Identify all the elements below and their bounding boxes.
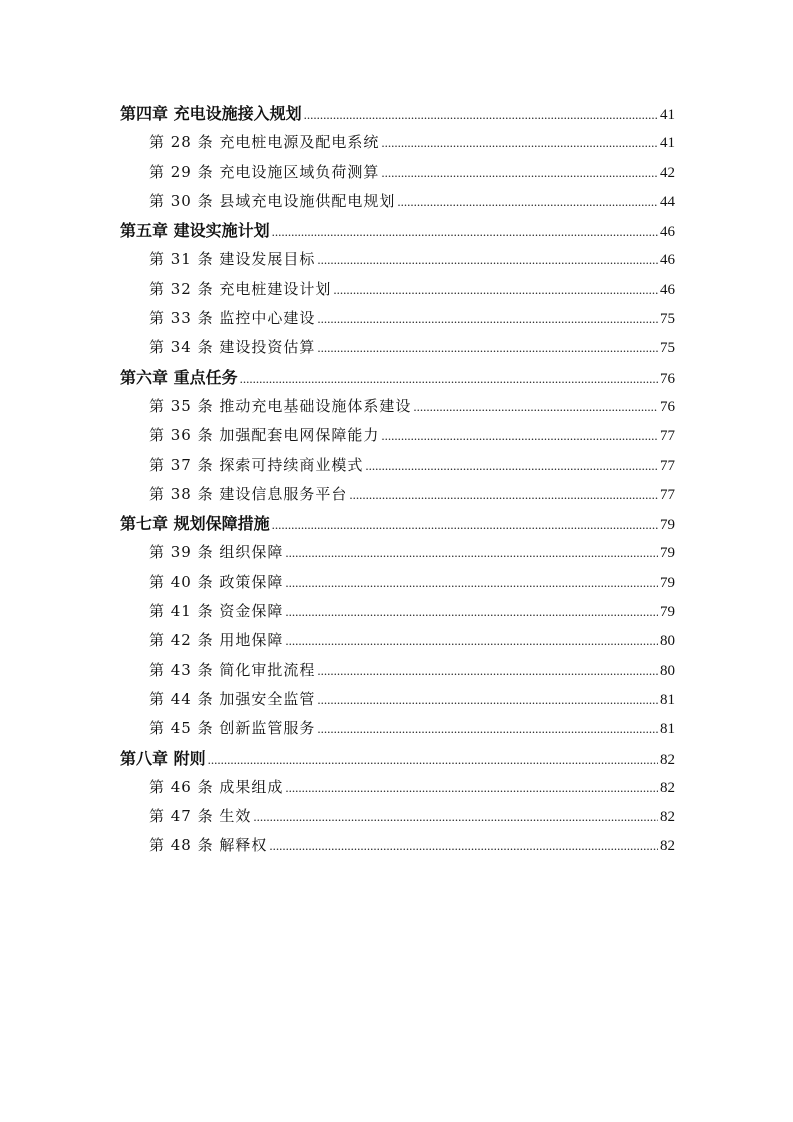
toc-chapter-entry[interactable] xyxy=(120,509,675,538)
toc-dot-leader xyxy=(285,568,658,597)
toc-entry-title: 第六章 重点任务 xyxy=(120,367,238,387)
toc-entry-title: 第 48 条 解释权 xyxy=(149,836,268,855)
toc-page-number: 77 xyxy=(660,486,675,503)
toc-dot-leader xyxy=(285,626,658,655)
toc-page-number: 80 xyxy=(660,633,675,650)
toc-page-number: 76 xyxy=(660,370,675,387)
table-of-contents xyxy=(120,99,675,861)
toc-dot-leader xyxy=(381,158,658,187)
toc-page-number: 79 xyxy=(660,604,675,621)
toc-dot-leader xyxy=(349,480,658,509)
toc-article-entry[interactable] xyxy=(120,714,675,743)
toc-page-number: 77 xyxy=(660,428,675,445)
toc-entry-title: 第 32 条 充电桩建设计划 xyxy=(149,279,332,298)
toc-dot-leader xyxy=(285,597,658,626)
toc-entry-title: 第 41 条 资金保障 xyxy=(149,602,284,621)
toc-entry-title: 第 35 条 推动充电基础设施体系建设 xyxy=(149,396,412,415)
toc-article-entry[interactable] xyxy=(120,128,675,157)
toc-page-number: 79 xyxy=(660,545,675,562)
toc-chapter-entry[interactable] xyxy=(120,216,675,245)
toc-page-number: 42 xyxy=(660,164,675,181)
toc-article-entry[interactable] xyxy=(120,187,675,216)
toc-entry-title: 第五章 建设实施计划 xyxy=(120,221,270,241)
toc-dot-leader xyxy=(333,275,658,304)
toc-dot-leader xyxy=(381,421,658,450)
toc-dot-leader xyxy=(413,392,658,421)
toc-page-number: 46 xyxy=(660,281,675,298)
toc-dot-leader xyxy=(317,333,658,362)
toc-page-number: 82 xyxy=(660,838,675,855)
toc-page-number: 75 xyxy=(660,311,675,328)
toc-entry-title: 第 34 条 建设投资估算 xyxy=(149,338,316,357)
toc-article-entry[interactable] xyxy=(120,656,675,685)
toc-entry-title: 第八章 附则 xyxy=(120,748,206,768)
toc-dot-leader xyxy=(285,773,658,802)
toc-dot-leader xyxy=(317,245,658,274)
toc-page-number: 82 xyxy=(660,751,675,768)
toc-entry-title: 第 39 条 组织保障 xyxy=(149,543,284,562)
toc-entry-title: 第 43 条 简化审批流程 xyxy=(149,660,316,679)
toc-dot-leader xyxy=(317,685,658,714)
toc-article-entry[interactable] xyxy=(120,626,675,655)
toc-page-number: 79 xyxy=(660,517,675,534)
toc-entry-title: 第 30 条 县域充电设施供配电规划 xyxy=(149,191,396,210)
toc-page-number: 41 xyxy=(660,107,675,123)
toc-article-entry[interactable] xyxy=(120,480,675,509)
toc-page-number: 46 xyxy=(660,252,675,269)
toc-page-number: 81 xyxy=(660,721,675,738)
toc-article-entry[interactable] xyxy=(120,333,675,362)
toc-entry-title: 第 45 条 创新监管服务 xyxy=(149,719,316,738)
toc-article-entry[interactable] xyxy=(120,421,675,450)
toc-article-entry[interactable] xyxy=(120,275,675,304)
toc-entry-title: 第 28 条 充电桩电源及配电系统 xyxy=(149,133,380,152)
toc-entry-title: 第 47 条 生效 xyxy=(149,807,252,826)
toc-page-number: 41 xyxy=(660,135,675,152)
toc-article-entry[interactable] xyxy=(120,802,675,831)
toc-dot-leader xyxy=(272,510,658,539)
toc-page-number: 82 xyxy=(660,809,675,826)
toc-dot-leader xyxy=(317,714,658,743)
toc-article-entry[interactable] xyxy=(120,538,675,567)
toc-article-entry[interactable] xyxy=(120,831,675,860)
toc-article-entry[interactable] xyxy=(120,597,675,626)
toc-article-entry[interactable] xyxy=(120,568,675,597)
toc-page-number: 75 xyxy=(660,340,675,357)
toc-dot-leader xyxy=(365,451,658,480)
toc-page-number: 46 xyxy=(660,224,675,241)
toc-dot-leader xyxy=(397,187,658,216)
toc-chapter-entry[interactable] xyxy=(120,363,675,392)
toc-entry-title: 第 37 条 探索可持续商业模式 xyxy=(149,455,364,474)
toc-page-number: 76 xyxy=(660,398,675,415)
toc-page-number: 81 xyxy=(660,691,675,708)
toc-entry-title: 第 36 条 加强配套电网保障能力 xyxy=(149,426,380,445)
toc-entry-title: 第 38 条 建设信息服务平台 xyxy=(149,484,348,503)
toc-entry-title: 第 33 条 监控中心建设 xyxy=(149,309,316,328)
toc-dot-leader xyxy=(317,304,658,333)
toc-entry-title: 第四章 充电设施接入规划 xyxy=(120,104,302,123)
toc-dot-leader xyxy=(240,364,658,393)
toc-article-entry[interactable] xyxy=(120,158,675,187)
toc-article-entry[interactable] xyxy=(120,451,675,480)
toc-entry-title: 第 29 条 充电设施区域负荷测算 xyxy=(149,162,380,181)
toc-page-number: 44 xyxy=(660,193,675,210)
toc-entry-title: 第 46 条 成果组成 xyxy=(149,777,284,796)
toc-dot-leader xyxy=(304,100,658,129)
toc-entry-title: 第 42 条 用地保障 xyxy=(149,631,284,650)
toc-dot-leader xyxy=(269,831,658,860)
toc-dot-leader xyxy=(285,538,658,567)
toc-article-entry[interactable] xyxy=(120,245,675,274)
toc-dot-leader xyxy=(272,217,658,246)
toc-dot-leader xyxy=(208,745,658,774)
toc-article-entry[interactable] xyxy=(120,685,675,714)
toc-entry-title: 第 40 条 政策保障 xyxy=(149,572,284,591)
toc-article-entry[interactable] xyxy=(120,304,675,333)
toc-article-entry[interactable] xyxy=(120,392,675,421)
toc-dot-leader xyxy=(381,128,658,157)
toc-dot-leader xyxy=(317,656,658,685)
toc-page-number: 80 xyxy=(660,662,675,679)
toc-chapter-entry[interactable] xyxy=(120,744,675,773)
toc-dot-leader xyxy=(253,802,658,831)
toc-entry-title: 第 44 条 加强安全监管 xyxy=(149,689,316,708)
toc-chapter-entry[interactable] xyxy=(120,99,675,128)
toc-entry-title: 第 31 条 建设发展目标 xyxy=(149,250,316,269)
toc-entry-title: 第七章 规划保障措施 xyxy=(120,514,270,534)
toc-page-number: 79 xyxy=(660,574,675,591)
toc-page-number: 82 xyxy=(660,779,675,796)
toc-article-entry[interactable] xyxy=(120,773,675,802)
toc-page-number: 77 xyxy=(660,457,675,474)
